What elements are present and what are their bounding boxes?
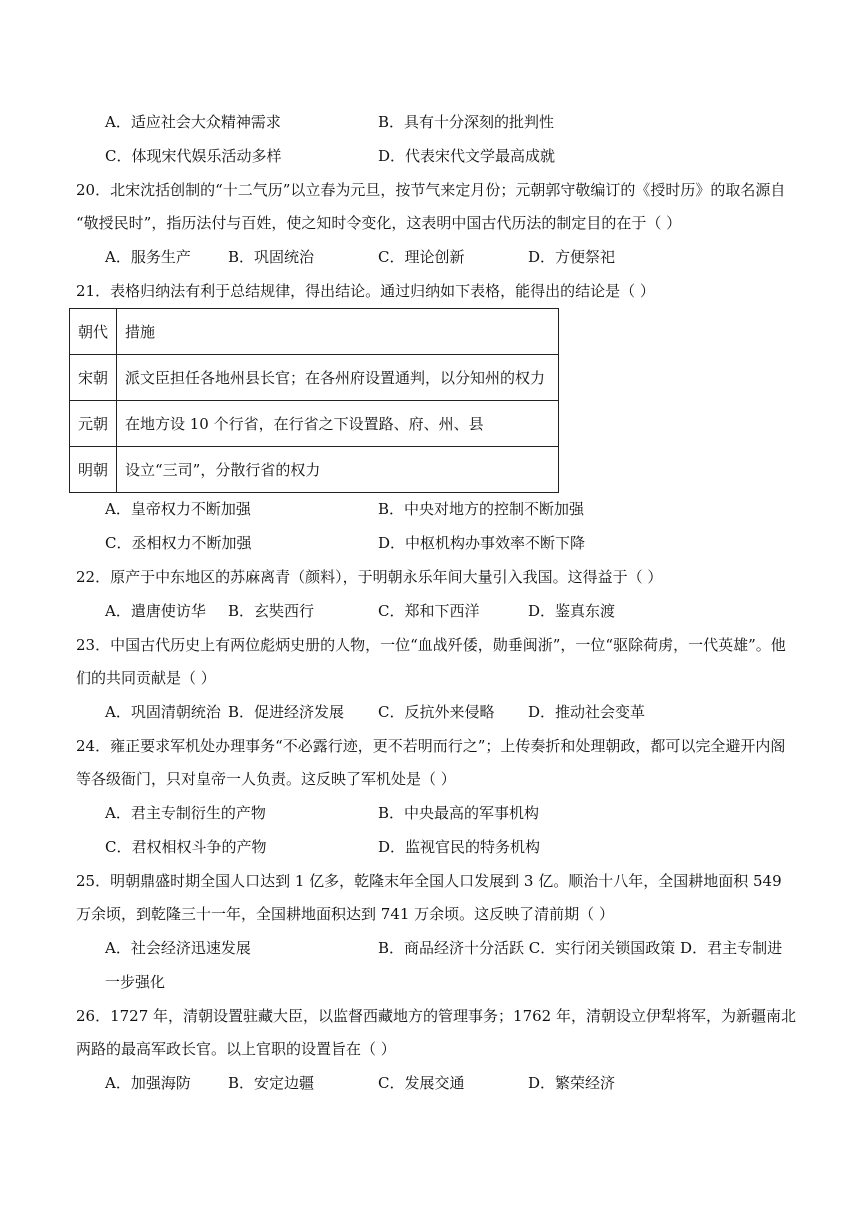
q24-option-c[interactable]: C．君权相权斗争的产物 — [105, 838, 267, 856]
q24-option-d[interactable]: D．监视官民的特务机构 — [378, 838, 541, 856]
q21-option-a[interactable]: A．皇帝权力不断加强 — [105, 500, 251, 518]
q26-option-c[interactable]: C．发展交通 — [378, 1074, 465, 1092]
q25-option-a[interactable]: A．社会经济迅速发展 — [105, 939, 251, 957]
q24-stem-line1: 24．雍正要求军机处办理事务“不必露行迹，更不若明而行之”；上传奏折和处理朝政，都可以完全避开内阁 — [76, 737, 786, 755]
q23-option-b[interactable]: B．促进经济发展 — [228, 703, 345, 721]
q23-option-c[interactable]: C．反抗外来侵略 — [378, 703, 495, 721]
q21-option-d[interactable]: D．中枢机构办事效率不断下降 — [378, 534, 586, 552]
q25-stem-line1: 25．明朝鼎盛时期全国人口达到 1 亿多，乾隆末年全国人口发展到 3 亿。顺治十八年，全国耕地面积 549 — [76, 872, 782, 890]
table-header-cell: 朝代 — [70, 309, 117, 355]
q26-option-b[interactable]: B．安定边疆 — [228, 1074, 315, 1092]
q24-option-b[interactable]: B．中央最高的军事机构 — [378, 804, 540, 822]
q26-option-a[interactable]: A．加强海防 — [105, 1074, 191, 1092]
table-header-cell: 措施 — [117, 309, 559, 355]
table-cell: 明朝 — [70, 447, 117, 493]
q26-stem-line2: 两路的最高军政长官。以上官职的设置旨在（ ） — [76, 1040, 396, 1058]
q20-stem-line1: 20．北宋沈括创制的“十二气历”以立春为元旦，按节气来定月份；元朝郭守敬编订的《授时历》的取名源自 — [76, 181, 786, 199]
table-row — [70, 355, 559, 401]
q22-option-b[interactable]: B．玄奘西行 — [228, 602, 315, 620]
q19-option-c[interactable]: C．体现宋代娱乐活动多样 — [105, 147, 282, 165]
table-row — [70, 401, 559, 447]
q23-stem-line2: 们的共同贡献是（ ） — [76, 669, 216, 687]
q24-option-a[interactable]: A．君主专制衍生的产物 — [105, 804, 266, 822]
q20-option-a[interactable]: A．服务生产 — [105, 248, 191, 266]
q26-option-d[interactable]: D．繁荣经济 — [528, 1074, 616, 1092]
q22-option-d[interactable]: D．鉴真东渡 — [528, 602, 616, 620]
q26-stem-line1: 26．1727 年，清朝设置驻藏大臣，以监督西藏地方的管理事务；1762 年，清朝设立伊犁将军，为新疆南北 — [76, 1007, 796, 1025]
q22-option-a[interactable]: A．遣唐使访华 — [105, 602, 206, 620]
table-cell: 在地方设 10 个行省，在行省之下设置路、府、州、县 — [117, 401, 559, 447]
q19-option-b[interactable]: B．具有十分深刻的批判性 — [378, 113, 555, 131]
q25-options-bcd[interactable]: B．商品经济十分活跃 C．实行闭关锁国政策 D．君主专制进 — [378, 939, 783, 957]
table-cell: 宋朝 — [70, 355, 117, 401]
q25-stem-line2: 万余顷，到乾隆三十一年，全国耕地面积达到 741 万余顷。这反映了清前期（ ） — [76, 905, 614, 923]
q21-stem-line1: 21．表格归纳法有利于总结规律，得出结论。通过归纳如下表格，能得出的结论是（ ） — [76, 282, 655, 300]
q24-stem-line2: 等各级衙门，只对皇帝一人负责。这反映了军机处是（ ） — [76, 770, 456, 788]
q20-stem-line2: “敬授民时”，指历法付与百姓，使之知时令变化，这表明中国古代历法的制定目的在于（ ） — [76, 214, 682, 232]
q25-option-d-continued: 一步强化 — [105, 973, 166, 991]
q19-option-a[interactable]: A．适应社会大众精神需求 — [105, 113, 281, 131]
table-header-row — [70, 309, 559, 355]
table-cell: 元朝 — [70, 401, 117, 447]
q23-option-a[interactable]: A．巩固清朝统治 — [105, 703, 221, 721]
table-cell: 设立“三司”，分散行省的权力 — [117, 447, 559, 493]
q21-option-c[interactable]: C．丞相权力不断加强 — [105, 534, 252, 552]
q22-option-c[interactable]: C．郑和下西洋 — [378, 602, 480, 620]
q23-stem-line1: 23．中国古代历史上有两位彪炳史册的人物，一位“血战歼倭，勋垂闽浙”，一位“驱除荷虏，一代英雄”。他 — [76, 636, 786, 654]
q21-option-b[interactable]: B．中央对地方的控制不断加强 — [378, 500, 585, 518]
q23-option-d[interactable]: D．推动社会变革 — [528, 703, 646, 721]
table-row — [70, 447, 559, 493]
q20-option-d[interactable]: D．方便祭祀 — [528, 248, 616, 266]
q22-stem-line1: 22．原产于中东地区的苏麻离青（颜料），于明朝永乐年间大量引入我国。这得益于（ ） — [76, 568, 663, 586]
q19-option-d[interactable]: D．代表宋代文学最高成就 — [378, 147, 556, 165]
table-cell: 派文臣担任各地州县长官；在各州府设置通判，以分知州的权力 — [117, 355, 559, 401]
q21-table — [69, 308, 559, 493]
q20-option-c[interactable]: C．理论创新 — [378, 248, 465, 266]
q20-option-b[interactable]: B．巩固统治 — [228, 248, 315, 266]
